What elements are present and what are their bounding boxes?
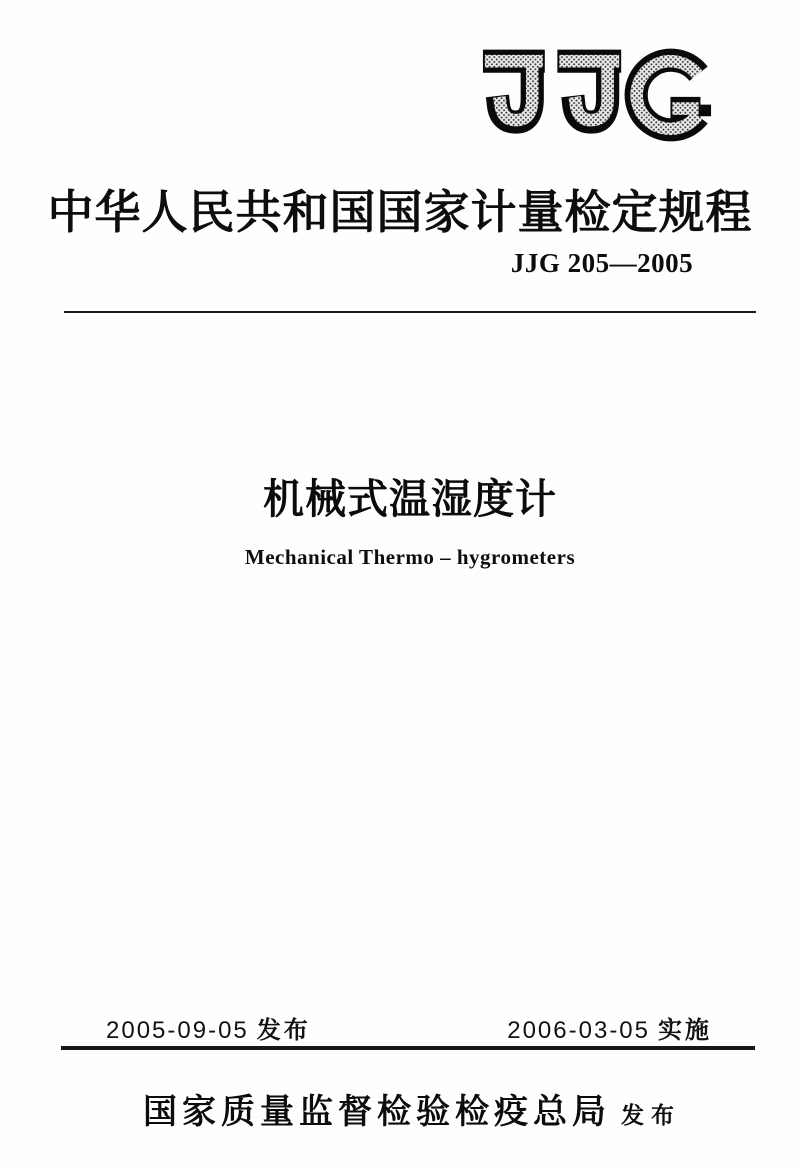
subject-title-chinese: 机械式温湿度计 [263, 476, 557, 522]
jjg-logo [481, 48, 713, 142]
issue-date-block [106, 1010, 311, 1045]
implement-label: 实施 [658, 1017, 712, 1044]
issuing-org-name: 国家质量监督检验检疫总局 [143, 1094, 611, 1131]
issuing-org-row [12, 1084, 800, 1133]
header-divider-line [64, 311, 756, 313]
document-number: JJG 205—2005 [510, 248, 694, 278]
issued-by-label: 发布 [621, 1102, 681, 1128]
implement-date: 2006-03-05 [507, 1017, 650, 1044]
issue-date: 2005-09-05 [106, 1017, 249, 1044]
issue-label: 发布 [256, 1017, 311, 1044]
footer-divider-line [61, 1046, 755, 1050]
jjg-logo-graphic [481, 48, 713, 142]
subject-title-english: Mechanical Thermo – hygrometers [244, 545, 576, 569]
implement-date-block [507, 1010, 712, 1045]
regulation-title: 中华人民共和国国家计量检定规程 [47, 187, 753, 238]
